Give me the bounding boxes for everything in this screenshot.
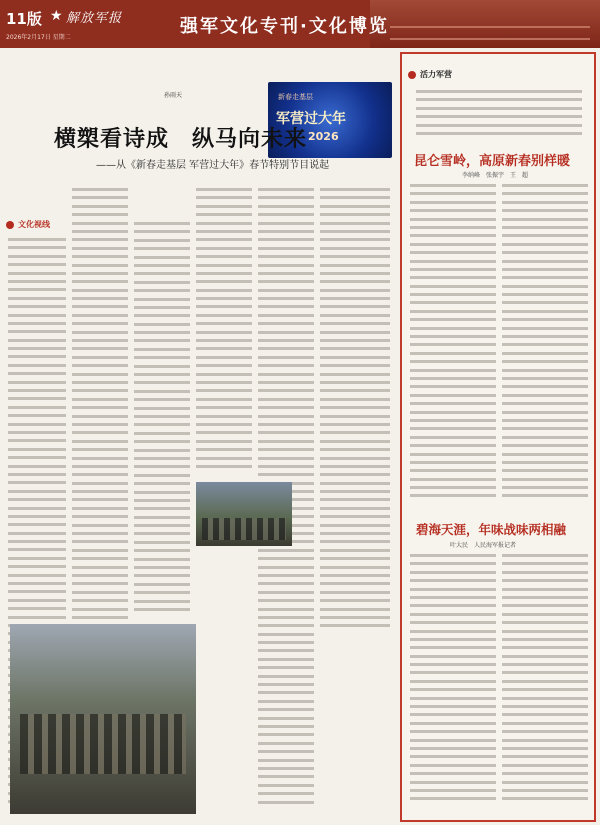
right-rubric-label: 活力军营 — [420, 70, 452, 79]
date-line: 2026年2月17日 星期二 — [6, 34, 71, 41]
paper-name: 解放军报 — [66, 11, 123, 26]
right-rubric — [408, 68, 468, 82]
star-icon: ★ — [50, 8, 63, 24]
section-title: 强军文化专刊·文化博览 — [180, 16, 389, 37]
banner-year: 2026 — [308, 130, 339, 143]
right-byline-2: 叶大民 人民海军报记者 — [450, 542, 517, 549]
right-intro-text — [416, 90, 582, 138]
feature-headline: 横槊看诗成 纵马向未来 — [54, 127, 308, 152]
body-column-4 — [196, 188, 252, 478]
banner-line2: 军营过大年 — [276, 111, 346, 127]
right-article2-col2 — [502, 554, 588, 816]
banner-line1: 新春走基层 — [278, 93, 313, 101]
performance-photo — [196, 482, 292, 546]
feature-byline: 孙雨天 — [164, 92, 183, 99]
page-body — [0, 48, 600, 825]
right-headline-2: 碧海天涯，年味战味两相融 — [416, 522, 567, 537]
great-wall-graphic — [370, 0, 600, 48]
rubric-label: 文化视线 — [18, 220, 50, 229]
right-headline-1: 昆仑雪岭，高原新春别样暖 — [414, 154, 571, 169]
rubric-dot-icon — [408, 71, 416, 79]
masthead — [0, 0, 600, 48]
right-article1-col2 — [502, 184, 588, 514]
edition-number: 11版 — [6, 10, 42, 28]
right-column — [400, 52, 596, 822]
right-article2-col1 — [410, 554, 496, 816]
feature-article — [6, 52, 394, 822]
performers-graphic — [202, 518, 286, 540]
rubric-dot-icon — [6, 221, 14, 229]
body-column-6 — [320, 188, 390, 638]
right-byline-1: 李纳峰 张振宇 王 超 — [462, 172, 529, 179]
audience-graphic — [20, 714, 186, 774]
right-article1-col1 — [410, 184, 496, 514]
body-column-3 — [134, 222, 190, 622]
feature-subheadline: ——从《新春走基层 军营过大年》春节特别节目说起 — [96, 160, 330, 171]
feature-rubric — [6, 218, 68, 232]
stage-photo — [10, 624, 196, 814]
